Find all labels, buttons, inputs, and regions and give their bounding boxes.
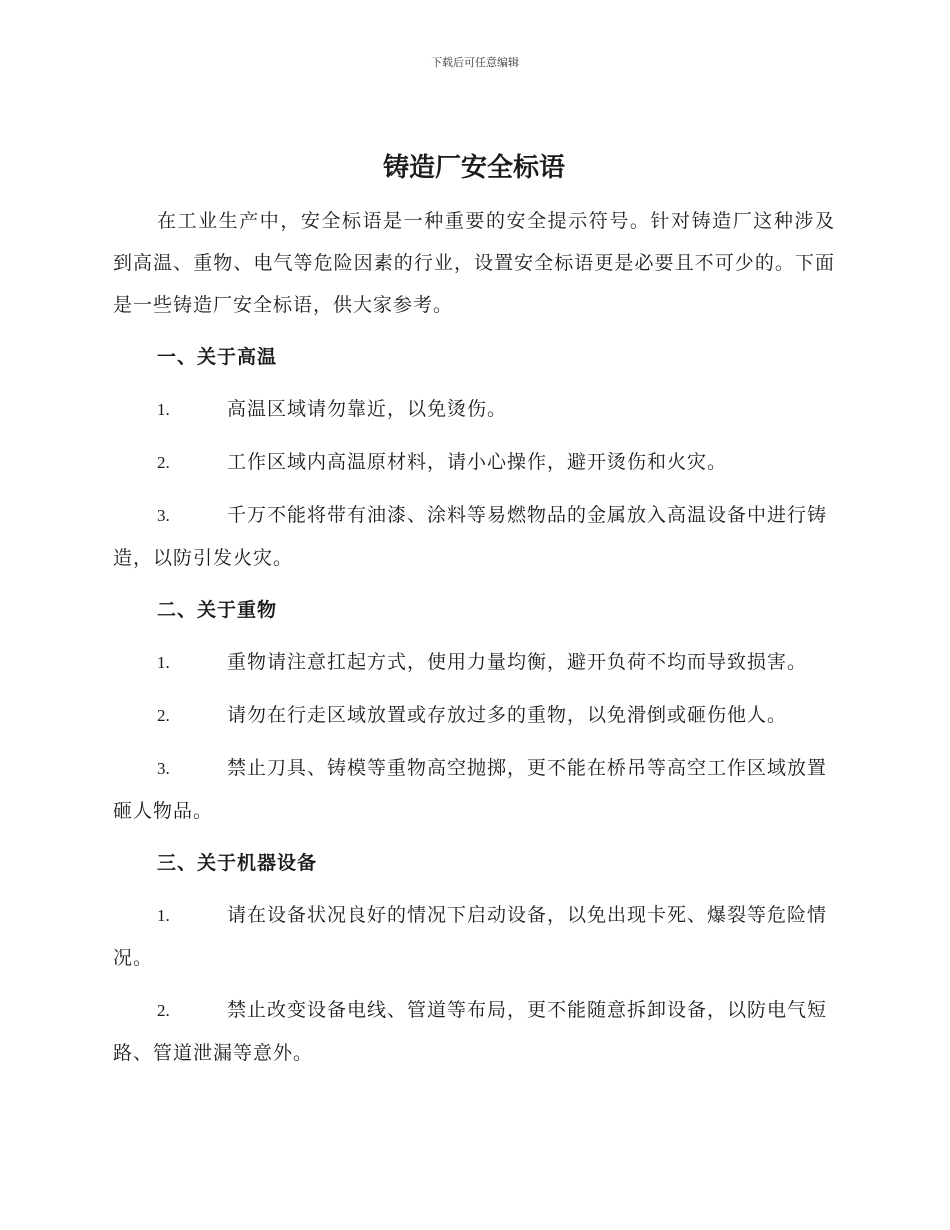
section-heading: 二、关于重物 (157, 599, 278, 621)
list-item (113, 989, 835, 1074)
document-title: 铸造厂安全标语 (382, 153, 565, 183)
item-number: 1. (157, 653, 170, 672)
list-item (113, 388, 835, 431)
list-item (113, 441, 835, 484)
section-heading: 三、关于机器设备 (157, 852, 318, 874)
item-number: 2. (157, 706, 170, 725)
item-text: 禁止改变设备电线、管道等布局，更不能随意拆卸设备，以防电气短路、管道泄漏等意外。 (113, 999, 828, 1064)
item-number: 3. (157, 506, 170, 525)
section-high-temperature (113, 336, 835, 579)
item-text: 高温区域请勿靠近，以免烫伤。 (227, 398, 508, 420)
list-item (113, 694, 835, 737)
item-number: 2. (157, 1001, 170, 1020)
item-number: 1. (157, 906, 170, 925)
item-text: 重物请注意扛起方式，使用力量均衡，避开负荷不均而导致损害。 (227, 651, 808, 673)
section-heavy-objects (113, 589, 835, 832)
item-number: 2. (157, 453, 170, 472)
item-text: 千万不能将带有油漆、涂料等易燃物品的金属放入高温设备中进行铸造，以防引发火灾。 (113, 504, 828, 569)
section-machinery (113, 842, 835, 1074)
item-text: 禁止刀具、铸模等重物高空抛掷，更不能在桥吊等高空工作区域放置砸人物品。 (113, 757, 828, 822)
item-text: 工作区域内高温原材料，请小心操作，避开烫伤和火灾。 (227, 451, 728, 473)
item-text: 请在设备状况良好的情况下启动设备，以免出现卡死、爆裂等危险情况。 (113, 904, 828, 969)
document-body (113, 148, 835, 1084)
list-item (113, 494, 835, 579)
list-item (113, 641, 835, 684)
item-number: 3. (157, 759, 170, 778)
list-item (113, 894, 835, 979)
section-heading: 一、关于高温 (157, 346, 278, 368)
item-number: 1. (157, 400, 170, 419)
list-item (113, 747, 835, 832)
intro-paragraph: 在工业生产中，安全标语是一种重要的安全提示符号。针对铸造厂这种涉及到高温、重物、电气等危险因素的行业，设置安全标语更是必要且不可少的。下面是一些铸造厂安全标语，供大家参考。 (113, 210, 835, 316)
item-text: 请勿在行走区域放置或存放过多的重物，以免滑倒或砸伤他人。 (227, 704, 788, 726)
page-header-note: 下载后可任意编辑 (431, 56, 519, 69)
